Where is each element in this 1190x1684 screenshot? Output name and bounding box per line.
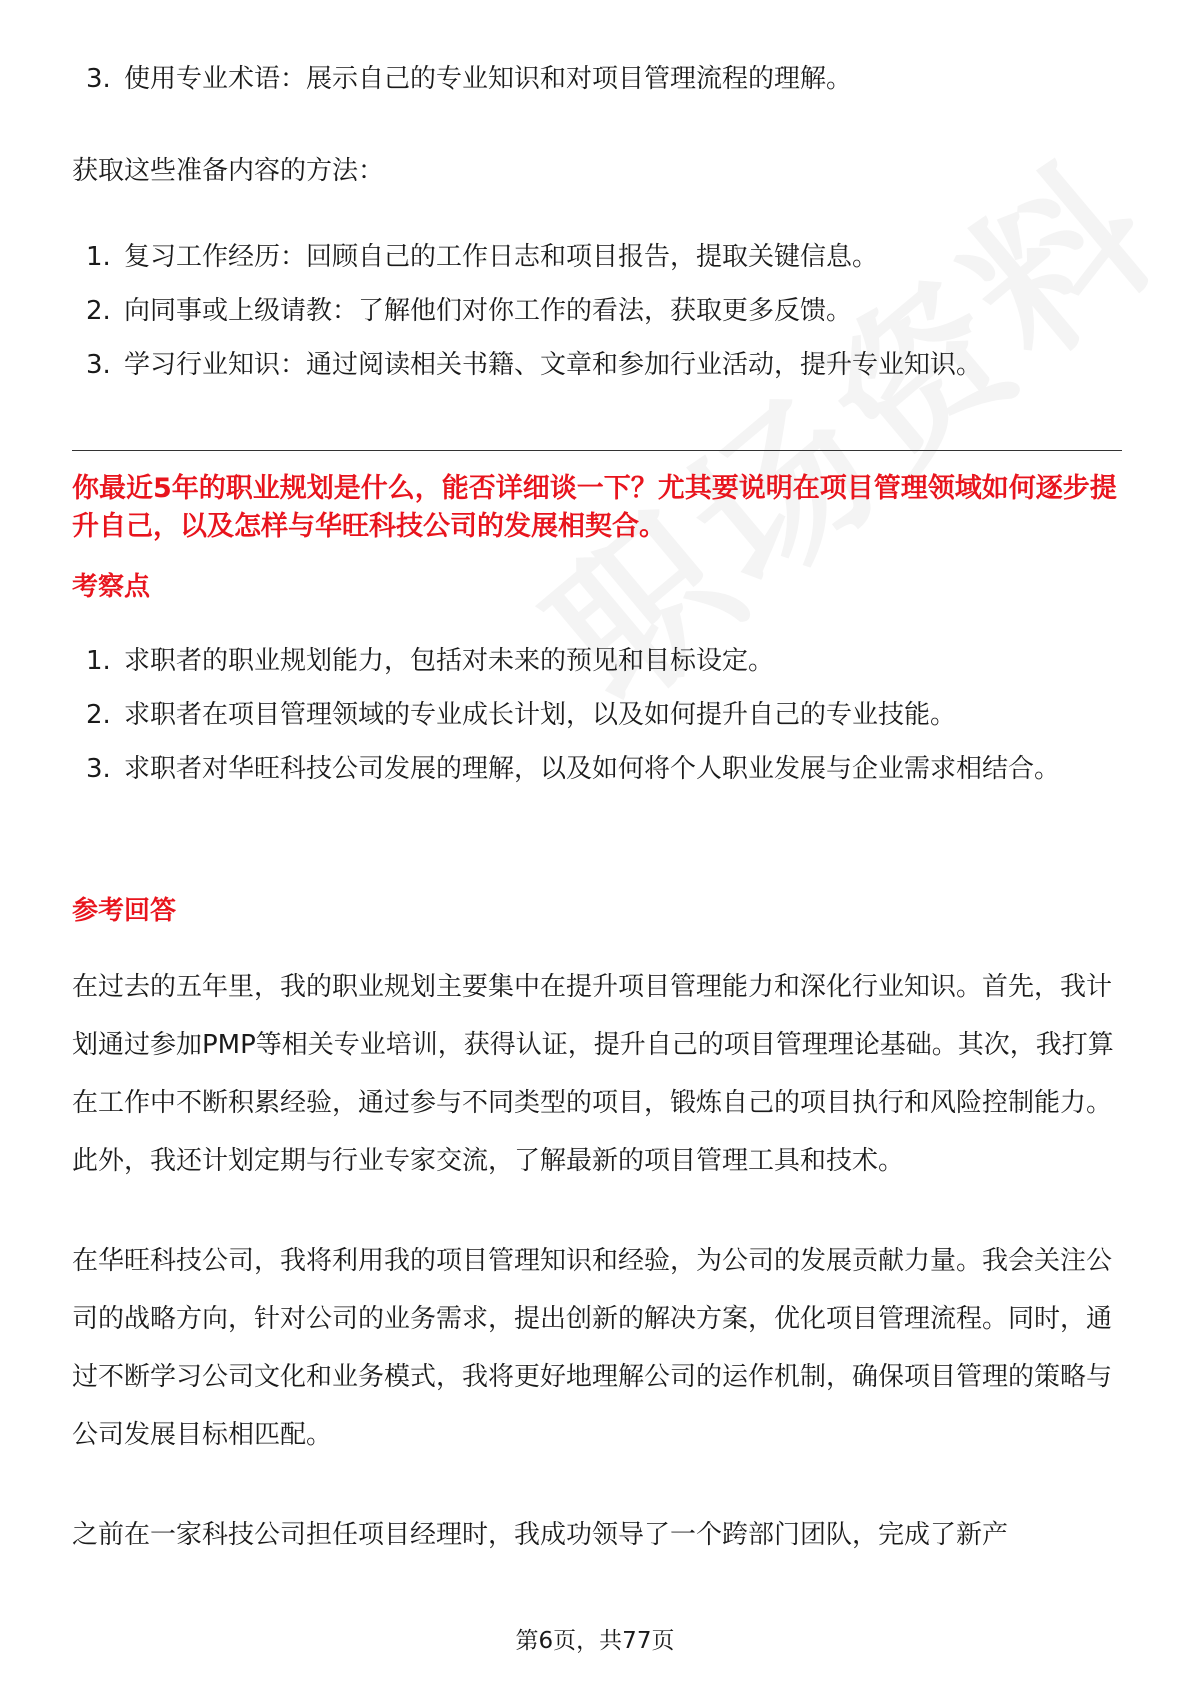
list-item-text: 求职者对华旺科技公司发展的理解，以及如何将个人职业发展与企业需求相结合。 xyxy=(124,754,1061,784)
page-footer: 第6页，共77页 xyxy=(515,1628,675,1654)
list-item-text: 复习工作经历：回顾自己的工作日志和项目报告，提取关键信息。 xyxy=(124,242,879,272)
list-item xyxy=(72,338,1122,392)
list-number: 1. xyxy=(86,646,111,676)
reference-answer xyxy=(72,958,1122,1606)
list-item-text: 求职者的职业规划能力，包括对未来的预见和目标设定。 xyxy=(124,646,775,676)
list-item-text: 使用专业术语：展示自己的专业知识和对项目管理流程的理解。 xyxy=(124,64,853,94)
list-item xyxy=(72,688,1122,742)
list-item xyxy=(72,52,1122,106)
list-number: 3. xyxy=(86,754,111,784)
list-item-text: 向同事或上级请教：了解他们对你工作的看法，获取更多反馈。 xyxy=(124,296,853,326)
interview-question: 你最近5年的职业规划是什么，能否详细谈一下？尤其要说明在项目管理领域如何逐步提升自己，以及怎样与华旺科技公司的发展相契合。 xyxy=(72,473,1117,542)
preparation-list-continued xyxy=(72,52,1122,106)
list-item xyxy=(72,634,1122,688)
list-item xyxy=(72,742,1122,796)
list-item xyxy=(72,230,1122,284)
methods-list xyxy=(72,230,1122,392)
answer-paragraph: 之前在一家科技公司担任项目经理时，我成功领导了一个跨部门团队，完成了新产 xyxy=(72,1520,1009,1550)
list-item-text: 学习行业知识：通过阅读相关书籍、文章和参加行业活动，提升专业知识。 xyxy=(124,350,983,380)
section-divider xyxy=(72,450,1122,451)
reference-answer-heading: 参考回答 xyxy=(72,896,177,926)
list-number: 3. xyxy=(86,350,111,380)
answer-paragraph: 在华旺科技公司，我将利用我的项目管理知识和经验，为公司的发展贡献力量。我会关注公司的战略方向，针对公司的业务需求，提出创新的解决方案，优化项目管理流程。同时，通过不断学习公司文化和业务模式，我将更好地理解公司的运作机制，确保项目管理的策略与公司发展目标相匹配。 xyxy=(72,1246,1113,1450)
list-number: 3. xyxy=(86,64,111,94)
assessment-points-heading: 考察点 xyxy=(72,572,151,602)
answer-paragraph: 在过去的五年里，我的职业规划主要集中在提升项目管理能力和深化行业知识。首先，我计划通过参加PMP等相关专业培训，获得认证，提升自己的项目管理理论基础。其次，我打算在工作中不断积累经验，通过参与不同类型的项目，锻炼自己的项目执行和风险控制能力。此外，我还计划定期与行业专家交流，了解最新的项目管理工具和技术。 xyxy=(72,972,1114,1176)
list-item-text: 求职者在项目管理领域的专业成长计划，以及如何提升自己的专业技能。 xyxy=(124,700,957,730)
list-item xyxy=(72,284,1122,338)
methods-intro: 获取这些准备内容的方法： xyxy=(72,156,385,186)
list-number: 2. xyxy=(86,700,111,730)
assessment-points-list xyxy=(72,634,1122,796)
list-number: 2. xyxy=(86,296,111,326)
document-page xyxy=(72,0,1122,1684)
list-number: 1. xyxy=(86,242,111,272)
